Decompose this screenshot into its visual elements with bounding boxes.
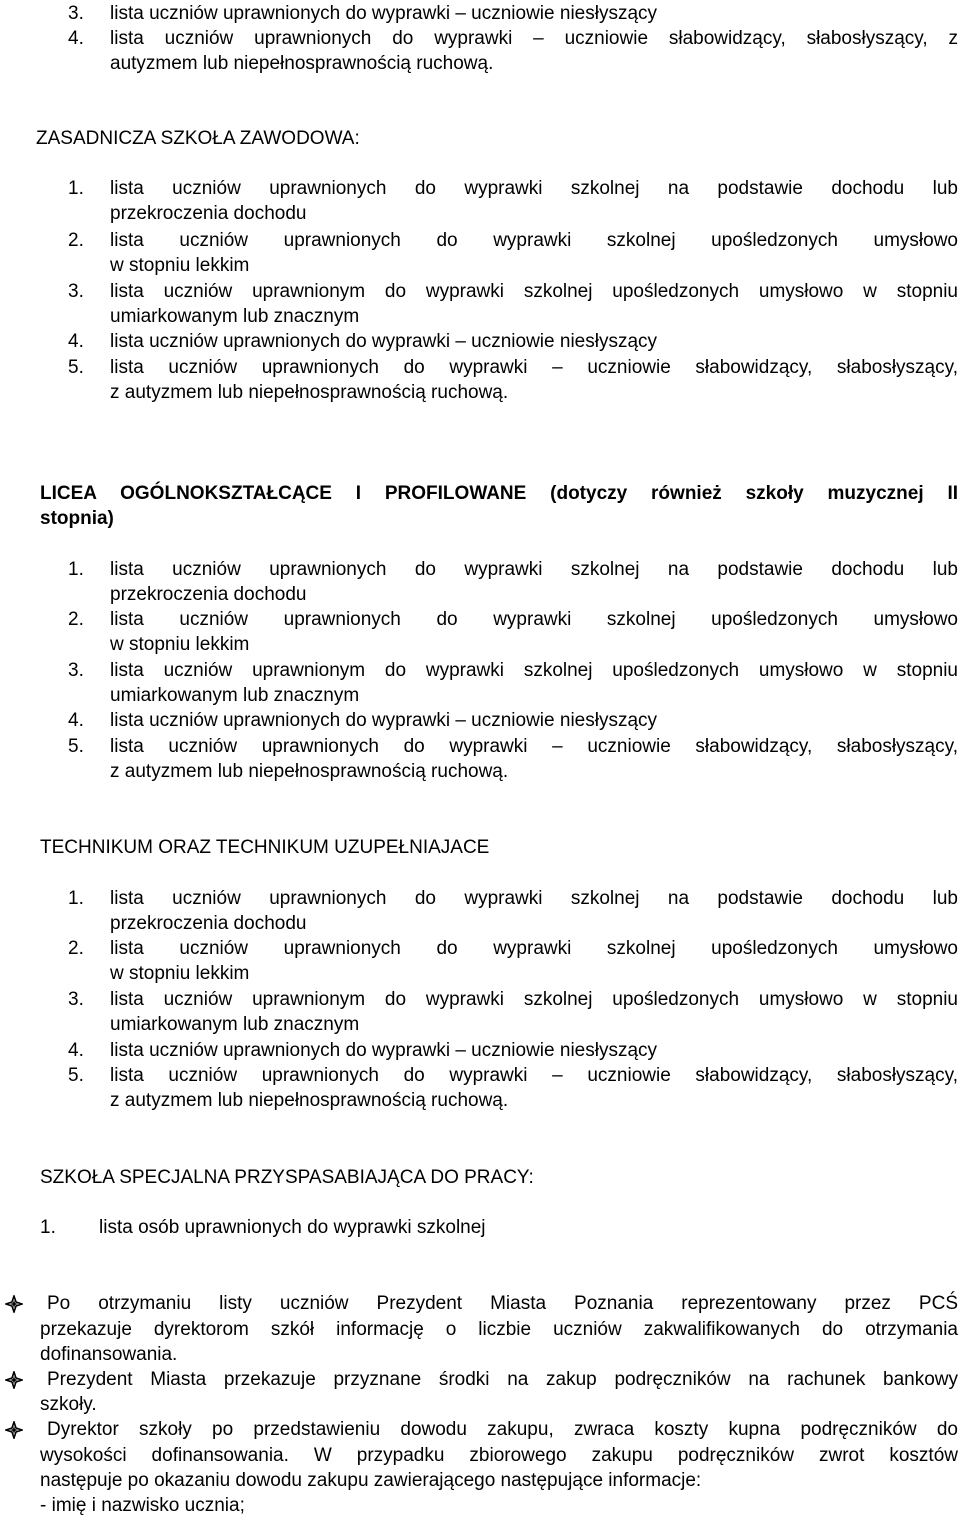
list-item-number: 2. [68, 230, 84, 251]
section-heading: ZASADNICZA SZKOŁA ZAWODOWA: [36, 128, 360, 149]
bullet-text: Po otrzymaniu listy uczniów Prezydent Miasta Poznania reprezentowany przez PCŚ [47, 1293, 958, 1314]
list-item-number: 1. [68, 559, 84, 580]
list-item-text: lista uczniów uprawnionych do wyprawki – uczniowie niesłyszący [110, 3, 658, 24]
diamond-bullet-icon [5, 1371, 23, 1389]
list-item-text: lista uczniów uprawnionych do wyprawki – uczniowie słabowidzący, słabosłyszący, [110, 357, 958, 378]
list-item-text: lista uczniów uprawnionych do wyprawki szkolnej upośledzonych umysłowo [110, 609, 958, 630]
list-item-number: 2. [68, 609, 84, 630]
bullet-text: szkoły. [40, 1394, 97, 1415]
list-item-text-continued: z autyzmem lub niepełnosprawnością ruchową. [110, 1090, 509, 1111]
list-item-number: 1. [40, 1217, 56, 1238]
list-item-number: 1. [68, 888, 84, 909]
list-item-number: 5. [68, 357, 84, 378]
section-heading: SZKOŁA SPECJALNA PRZYSPASABIAJĄCA DO PRACY: [40, 1167, 534, 1188]
diamond-bullet-icon [5, 1295, 23, 1313]
list-item-text: lista uczniów uprawnionych do wyprawki szkolnej na podstawie dochodu lub [110, 888, 958, 909]
list-item-text-continued: z autyzmem lub niepełnosprawnością ruchową. [110, 382, 509, 403]
list-item-number: 3. [68, 989, 84, 1010]
list-item-text: lista uczniów uprawnionych do wyprawki – uczniowie słabowidzący, słabosłyszący, [110, 1065, 958, 1086]
list-item-number: 5. [68, 1065, 84, 1086]
bullet-text: dofinansowania. [40, 1344, 178, 1365]
list-item-text: lista uczniów uprawnionych do wyprawki – uczniowie niesłyszący [110, 331, 658, 352]
list-item-text-continued: w stopniu lekkim [110, 255, 250, 276]
list-item-text: lista uczniów uprawnionych do wyprawki szkolnej upośledzonych umysłowo [110, 938, 958, 959]
list-item-text: lista uczniów uprawnionych do wyprawki – uczniowie słabowidzący, słabosłyszący, [110, 736, 958, 757]
list-item-number: 4. [68, 710, 84, 731]
list-item-text: lista uczniów uprawnionych do wyprawki – uczniowie niesłyszący [110, 1040, 658, 1061]
list-item-text: lista uczniów uprawnionym do wyprawki szkolnej upośledzonych umysłowo w stopniu [110, 281, 958, 302]
list-item-text: lista uczniów uprawnionych do wyprawki – uczniowie słabowidzący, słabosłyszący, z [110, 28, 958, 49]
list-item-text-continued: w stopniu lekkim [110, 634, 250, 655]
list-item-number: 2. [68, 938, 84, 959]
diamond-bullet-icon [5, 1421, 23, 1439]
list-item-number: 1. [68, 178, 84, 199]
list-item-text-continued: umiarkowanym lub znacznym [110, 685, 360, 706]
list-item-text: lista osób uprawnionych do wyprawki szkolnej [99, 1217, 486, 1238]
list-item-text-continued: autyzmem lub niepełnosprawnością ruchową. [110, 53, 494, 74]
list-item-text-continued: przekroczenia dochodu [110, 584, 307, 605]
list-item-text-continued: z autyzmem lub niepełnosprawnością ruchową. [110, 761, 509, 782]
list-item-text-continued: przekroczenia dochodu [110, 203, 307, 224]
list-item-text: lista uczniów uprawnionym do wyprawki szkolnej upośledzonych umysłowo w stopniu [110, 660, 958, 681]
list-item-text: lista uczniów uprawnionych do wyprawki szkolnej na podstawie dochodu lub [110, 559, 958, 580]
list-item-text-continued: umiarkowanym lub znacznym [110, 1014, 360, 1035]
bullet-text: przekazuje dyrektorom szkół informację o liczbie uczniów zakwalifikowanych do otrzymania [40, 1319, 958, 1340]
list-item-number: 5. [68, 736, 84, 757]
bullet-text: Prezydent Miasta przekazuje przyznane środki na zakup podręczników na rachunek bankowy [47, 1369, 958, 1390]
list-item-number: 3. [68, 281, 84, 302]
list-item-text: lista uczniów uprawnionym do wyprawki szkolnej upośledzonych umysłowo w stopniu [110, 989, 958, 1010]
section-heading: TECHNIKUM ORAZ TECHNIKUM UZUPEŁNIAJACE [40, 837, 490, 858]
list-item-text-continued: umiarkowanym lub znacznym [110, 306, 360, 327]
section-heading-continued: stopnia) [40, 508, 114, 529]
bullet-text: wysokości dofinansowania. W przypadku zbiorowego zakupu podręczników zwrot kosztów [40, 1445, 958, 1466]
list-item-number: 4. [68, 28, 84, 49]
list-item-text: lista uczniów uprawnionych do wyprawki szkolnej na podstawie dochodu lub [110, 178, 958, 199]
list-item-text-continued: przekroczenia dochodu [110, 913, 307, 934]
section-heading: LICEA OGÓLNOKSZTAŁCĄCE I PROFILOWANE (dotyczy również szkoły muzycznej II [40, 483, 958, 504]
list-item-text: lista uczniów uprawnionych do wyprawki – uczniowie niesłyszący [110, 710, 658, 731]
bullet-text: Dyrektor szkoły po przedstawieniu dowodu zakupu, zwraca koszty kupna podręczników do [47, 1419, 958, 1440]
list-item-number: 3. [68, 3, 84, 24]
list-item-number: 3. [68, 660, 84, 681]
list-item-text-continued: w stopniu lekkim [110, 963, 250, 984]
list-item-number: 4. [68, 331, 84, 352]
bullet-text: następuje po okazaniu dowodu zakupu zawierającego następujące informacje: [40, 1470, 702, 1491]
list-item-number: 4. [68, 1040, 84, 1061]
bullet-text: - imię i nazwisko ucznia; [40, 1495, 245, 1516]
list-item-text: lista uczniów uprawnionych do wyprawki szkolnej upośledzonych umysłowo [110, 230, 958, 251]
